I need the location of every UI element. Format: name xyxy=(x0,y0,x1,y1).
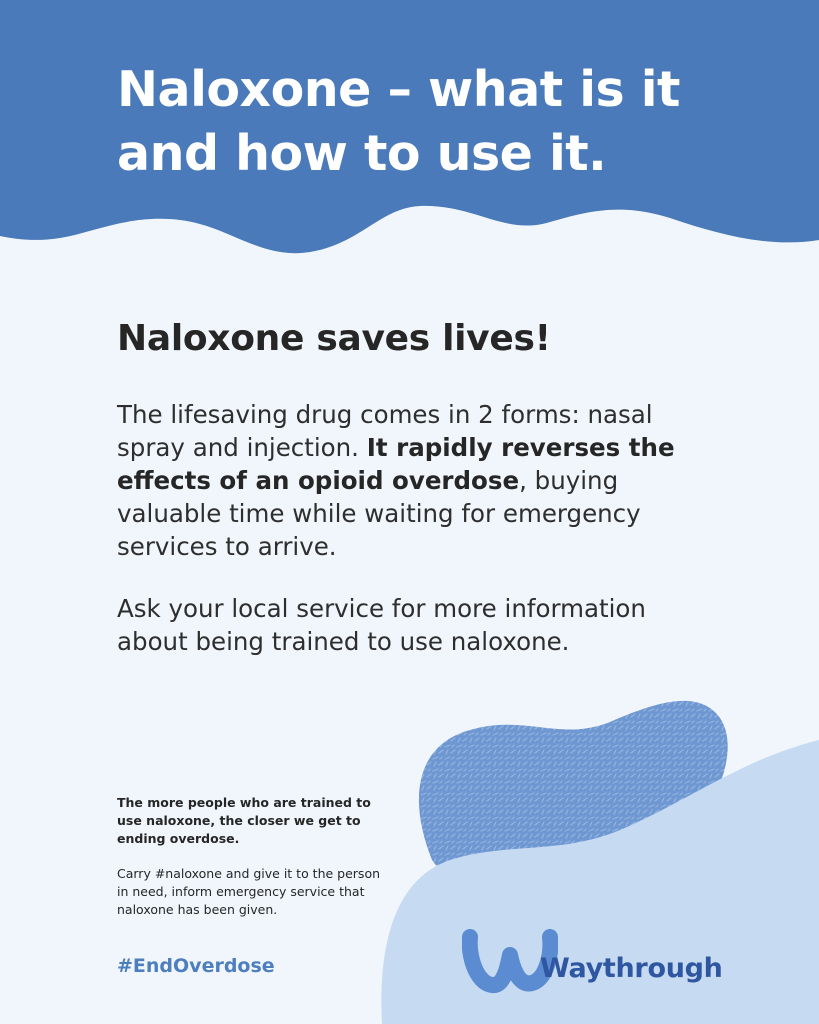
title-line-1: Naloxone – what is it xyxy=(117,61,680,118)
intro-bold-text: It rapidly reverses the effects of an opioid overdose xyxy=(117,433,675,495)
title-line-2: and how to use it. xyxy=(117,125,607,182)
training-note: The more people who are trained to use naloxone, the closer we get to ending overdose. xyxy=(117,795,371,846)
training-paragraph: Ask your local service for more information about being trained to use naloxone. xyxy=(117,594,646,656)
hashtag[interactable]: #EndOverdose xyxy=(117,955,275,977)
intro-text: The lifesaving drug comes in 2 forms: nasal spray and injection. xyxy=(117,400,653,462)
carry-note: Carry #naloxone and give it to the person in need, inform emergency service that naloxone has been given. xyxy=(117,866,381,917)
section-heading: Naloxone saves lives! xyxy=(117,318,551,359)
intro-outro-text: , buying valuable time while waiting for emergency services to arrive. xyxy=(117,466,641,561)
waythrough-logo-text: Waythrough xyxy=(540,953,723,984)
